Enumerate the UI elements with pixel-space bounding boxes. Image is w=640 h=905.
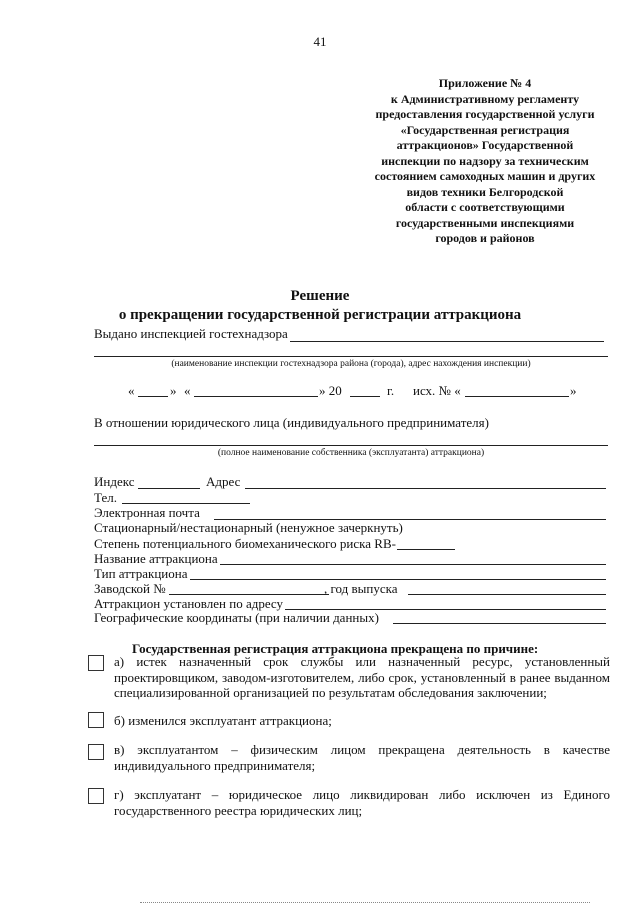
date-year-field[interactable]	[350, 396, 380, 397]
appendix-line: инспекции по надзору за техническим	[381, 153, 589, 168]
issued-by-field[interactable]	[290, 341, 604, 342]
installed-label: Аттракцион установлен по адресу	[94, 596, 284, 611]
risk-label: Степень потенциального биомеханического риска RB-	[94, 536, 396, 551]
stationary-label: Стационарный/нестационарный (ненужное зачеркнуть)	[94, 520, 403, 535]
entity-hint: (полное наименование собственника (эксплуатанта) аттракциона)	[217, 448, 485, 458]
reason-d-checkbox[interactable]	[88, 788, 104, 804]
geo-field[interactable]	[393, 623, 606, 624]
bottom-divider	[140, 902, 590, 903]
address-field[interactable]	[245, 488, 606, 489]
reason-b-text: б) изменился эксплуатант аттракциона;	[114, 713, 332, 728]
attraction-name-field[interactable]	[220, 564, 606, 565]
date-month-field[interactable]	[194, 396, 318, 397]
date-year-prefix: » 20	[319, 383, 342, 398]
reason-c-checkbox[interactable]	[88, 744, 104, 760]
outgoing-number-label: исх. № «	[413, 383, 461, 398]
outgoing-number-field[interactable]	[465, 396, 569, 397]
year-field[interactable]	[408, 594, 606, 595]
serial-field[interactable]	[169, 594, 329, 595]
year-label: , год выпуска	[324, 581, 398, 596]
risk-field[interactable]	[397, 549, 455, 550]
appendix-line: к Административному регламенту	[390, 91, 580, 106]
appendix-line: государственными инспекциями	[395, 215, 575, 230]
appendix-line: городов и районов	[435, 231, 535, 245]
reason-a-checkbox[interactable]	[88, 655, 104, 671]
reason-d-text: г) эксплуатант – юридическое лицо ликвидирован либо исключен из Единого государственного реестра юридических лиц;	[114, 787, 610, 818]
serial-label: Заводской №	[94, 581, 166, 596]
appendix-header	[360, 76, 610, 247]
entity-label: В отношении юридического лица (индивидуального предпринимателя)	[94, 415, 489, 430]
date-year-suffix: г.	[387, 383, 395, 398]
reasons-heading: Государственная регистрация аттракциона прекращена по причине:	[132, 641, 539, 656]
appendix-line: аттракционов» Государственной	[396, 138, 574, 152]
attraction-type-field[interactable]	[190, 579, 606, 580]
outgoing-number-close: »	[570, 383, 577, 398]
date-quote-close: »	[170, 383, 177, 398]
appendix-line: области с соответствующими	[405, 200, 565, 214]
attraction-name-label: Название аттракциона	[94, 551, 218, 566]
reason-c-text: в) эксплуатантом – физическим лицом прекращена деятельность в качестве индивидуального предпринимателя;	[114, 742, 610, 773]
appendix-line: предоставления государственной услуги	[375, 107, 595, 121]
document-title: Решение	[290, 288, 350, 304]
issued-by-field-2[interactable]	[94, 356, 608, 357]
appendix-line: Приложение № 4	[438, 76, 532, 90]
document-subtitle: о прекращении государственной регистрации аттракциона	[118, 307, 522, 323]
date-quote-open-month: «	[184, 383, 191, 398]
date-quote-open: «	[128, 383, 135, 398]
issued-by-hint: (наименование инспекции гостехнадзора района (города), адрес нахождения инспекции)	[171, 359, 531, 369]
attraction-type-label: Тип аттракциона	[94, 566, 188, 581]
index-field[interactable]	[138, 488, 200, 489]
issued-by-label: Выдано инспекцией гостехнадзора	[94, 326, 288, 341]
phone-label: Тел.	[94, 490, 117, 505]
geo-label: Географические координаты (при наличии данных)	[94, 610, 379, 625]
appendix-line: состоянием самоходных машин и других	[374, 169, 596, 183]
appendix-line: видов техники Белгородской	[406, 184, 564, 199]
phone-field[interactable]	[122, 503, 250, 504]
entity-field[interactable]	[94, 445, 608, 446]
index-label: Индекс	[94, 474, 135, 489]
appendix-line: «Государственная регистрация	[400, 122, 570, 137]
reason-b-checkbox[interactable]	[88, 712, 104, 728]
reason-a-text: а) истек назначенный срок службы или назначенный ресурс, установленный проектировщиком, заводом-изготовителем, либо срок, установленный в ранее выданном специализированной организацией по результатам обследования заключении;	[114, 654, 610, 700]
date-day-field[interactable]	[138, 396, 168, 397]
email-label: Электронная почта	[94, 505, 200, 520]
address-label: Адрес	[206, 474, 241, 489]
page-number: 41	[313, 34, 327, 49]
